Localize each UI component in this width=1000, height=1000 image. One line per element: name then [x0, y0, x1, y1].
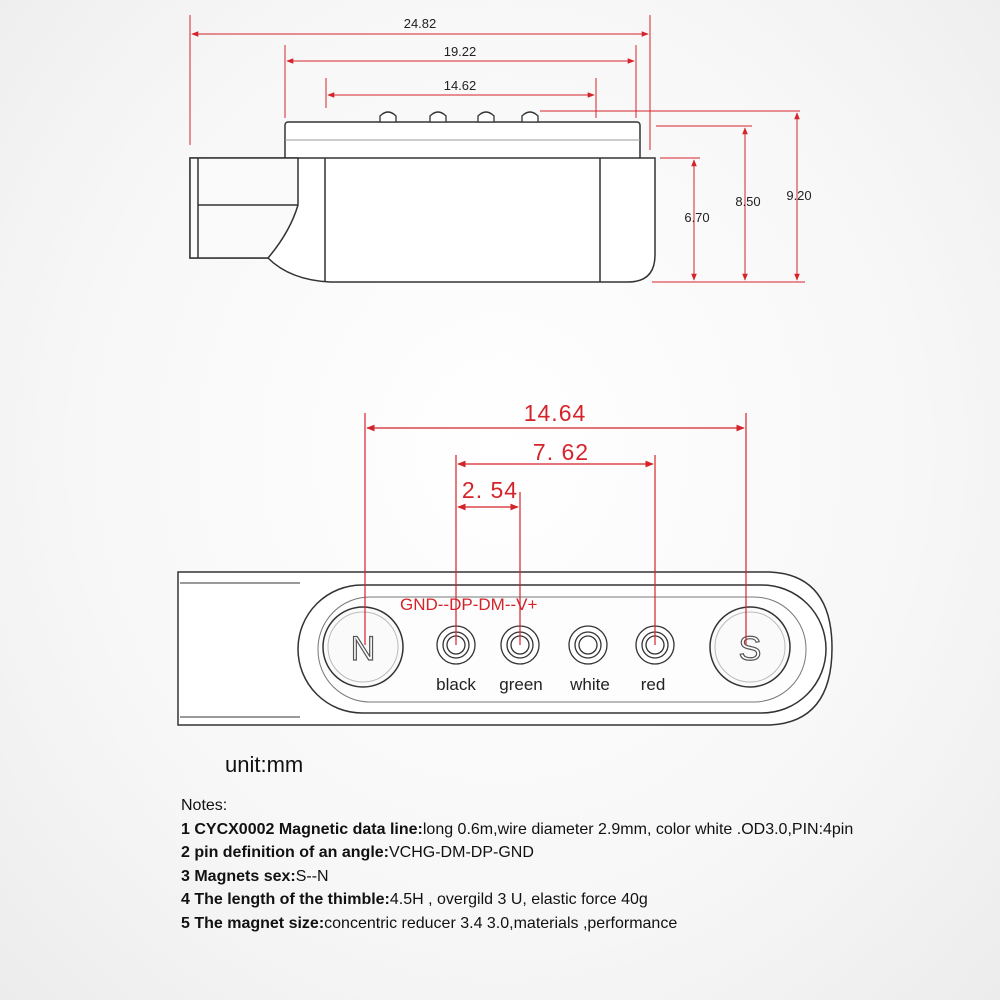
note-label: 4 The length of the thimble:: [181, 891, 390, 908]
note-text: VCHG-DM-DP-GND: [389, 844, 534, 861]
note-item: [181, 888, 853, 912]
note-label: 3 Magnets sex:: [181, 867, 296, 885]
dim-2-54: 2. 54: [461, 477, 519, 503]
dim-14-62: 14.62: [443, 78, 477, 93]
pin-label-green: green: [499, 675, 543, 694]
side-view-pins: [380, 112, 538, 122]
note-text: long 0.6m,wire diameter 2.9mm, color white .OD3.0,PIN:4pin: [422, 820, 854, 838]
dim-14-64: 14.64: [523, 400, 587, 426]
note-label: 2 pin definition of an angle:: [181, 844, 389, 861]
side-view-body: [190, 122, 655, 282]
dim-8-50: 8.50: [735, 194, 761, 209]
magnet-s: [710, 607, 790, 687]
pin-label-red: red: [640, 675, 666, 694]
notes-heading: Notes:: [181, 797, 228, 814]
dim-24-82: 24.82: [403, 16, 437, 31]
pin-label-white: white: [570, 675, 610, 694]
note-item: [181, 912, 853, 936]
unit-label: unit:mm: [225, 752, 304, 777]
note-item: [181, 865, 853, 889]
pin-label-black: black: [436, 675, 476, 694]
note-label: 1 CYCX0002 Magnetic data line:: [181, 820, 423, 838]
dim-19-22: 19.22: [443, 44, 477, 59]
pinout-label: GND--DP-DM--V+: [400, 595, 538, 614]
dim-6-70: 6.70: [684, 210, 710, 225]
note-label: 5 The magnet size:: [181, 914, 325, 932]
notes-section: [181, 794, 853, 935]
note-text: S--N: [295, 867, 329, 885]
note-item: [181, 818, 853, 842]
magnet-n-label: N: [350, 630, 376, 668]
note-text: 4.5H , overgild 3 U, elastic force 40g: [389, 891, 648, 908]
note-text: concentric reducer 3.4 3.0,materials ,performance: [324, 914, 678, 932]
note-item: [181, 841, 853, 865]
dim-9-20: 9.20: [786, 188, 812, 203]
magnet-n: [323, 607, 403, 687]
dim-7-62: 7. 62: [532, 439, 590, 465]
magnet-s-label: S: [738, 630, 762, 668]
